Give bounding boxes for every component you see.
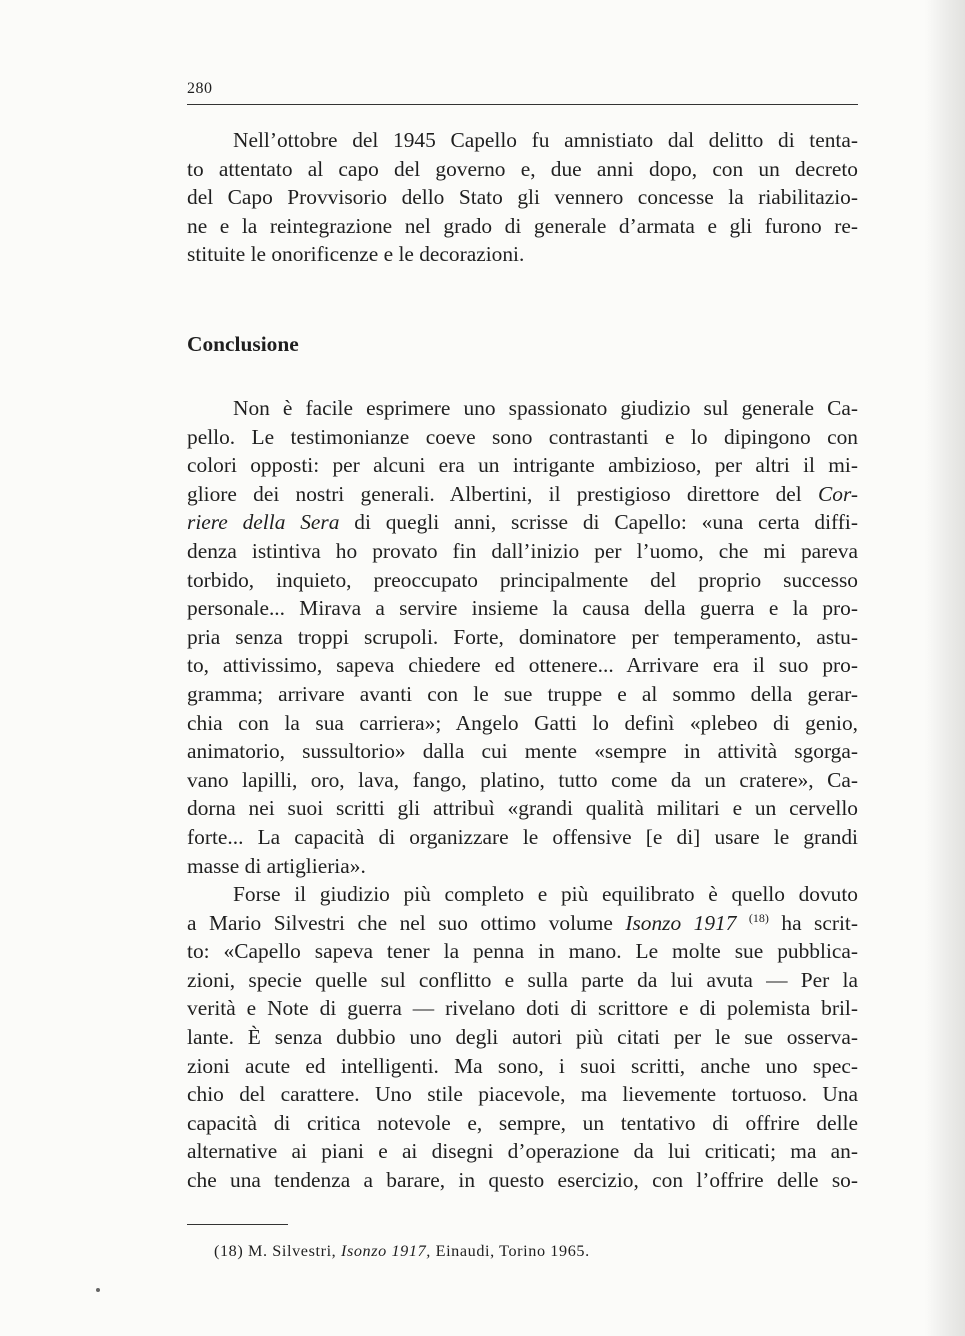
footnote-suffix: Einaudi, Torino 1965. [435, 1242, 590, 1260]
footnote-reference: (18) [748, 910, 769, 925]
text-line: verità e Note di guerra — rivelano doti di scrittore e di polemista bril- [187, 996, 858, 1021]
text-line: del Capo Provvisorio dello Stato gli vennero concesse la riabilitazio- [187, 185, 858, 210]
text-line: masse di artiglieria». [187, 853, 366, 878]
text-line [187, 508, 858, 537]
text-line: pello. Le testimonianze coeve sono contrastanti e lo dipingono con [187, 424, 858, 449]
text-line: torbido, inquieto, preoccupato principalmente del proprio successo [187, 567, 858, 592]
italic-segment: riere della Sera [187, 510, 340, 535]
text-line: Non è facile esprimere uno spassionato giudizio sul generale Ca- [233, 396, 858, 420]
footnote-prefix: (18) M. Silvestri, [214, 1242, 337, 1260]
paragraph-1 [187, 126, 858, 269]
text-segment: di quegli anni, scrisse di Capello: «una certa diffi- [354, 510, 858, 535]
text-line: pria senza troppi scrupoli. Forte, dominatore per temperamento, astu- [187, 624, 858, 649]
text-line: colori opposti: per alcuni era un intrigante ambizioso, per altri il mi- [187, 453, 858, 478]
text-line: forte... La capacità di organizzare le offensive [e di] usare le grandi [187, 824, 858, 849]
text-line: animatorio, sussultorio» dalla cui mente «sempre in attività sgorga- [187, 739, 858, 764]
text-segment: ha scrit- [781, 910, 858, 935]
text-line: ne e la reintegrazione nel grado di generale d’armata e gli furono re- [187, 213, 858, 238]
paragraph-2 [187, 394, 858, 880]
text-line [187, 909, 858, 938]
footnote [214, 1240, 590, 1262]
text-line: stituite le onorificenze e le decorazioni. [187, 242, 525, 267]
text-line: dorna nei suoi scritti gli attribuì «grandi qualità militari e un cervello [187, 796, 858, 821]
text-line: Nell’ottobre del 1945 Capello fu amnistiato dal delitto di tenta- [233, 128, 858, 152]
footnote-rule [187, 1224, 288, 1225]
text-line: denza istintiva ho provato fin dall’inizio per l’uomo, che mi pareva [187, 538, 858, 563]
text-line: alternative ai piani e ai disegni d’operazione da lui criticati; ma an- [187, 1139, 858, 1164]
italic-segment: Cor- [818, 481, 858, 506]
text-line: Forse il giudizio più completo e più equilibrato è quello dovuto [233, 882, 858, 906]
text-line: chio del carattere. Uno stile piacevole, ma lievemente tortuoso. Una [187, 1082, 858, 1107]
section-heading: Conclusione [187, 332, 299, 356]
text-line: zioni acute ed intelligenti. Ma sono, i suoi scritti, anche uno spec- [187, 1053, 858, 1078]
text-line: capacità di critica notevole e, sempre, un tentativo di offrire delle [187, 1110, 858, 1135]
italic-segment: Isonzo 1917 [625, 910, 737, 935]
text-line: lante. È senza dubbio uno degli autori più citati per le sue osserva- [187, 1024, 858, 1049]
paragraph-3 [187, 880, 858, 1195]
page-edge-shadow [925, 0, 965, 1336]
scan-speck [96, 1288, 100, 1292]
text-line: chia con la sua carriera»; Angelo Gatti lo definì «plebeo di genio, [187, 710, 858, 735]
text-line: che una tendenza a barare, in questo esercizio, con l’offrire delle so- [187, 1167, 858, 1192]
page-number: 280 [187, 80, 213, 97]
text-line [187, 480, 858, 509]
text-segment: a Mario Silvestri che nel suo ottimo volume [187, 910, 613, 935]
text-line: to: «Capello sapeva tener la penna in mano. Le molte sue pubblica- [187, 939, 858, 964]
text-line: zioni, specie quelle sul conflitto e sulla parte da lui avuta — Per la [187, 967, 858, 992]
text-line: to, attivissimo, sapeva chiedere ed ottenere... Arrivare era il suo pro- [187, 653, 858, 678]
text-line: personale... Mirava a servire insieme la causa della guerra e la pro- [187, 596, 858, 621]
header-rule [187, 104, 858, 105]
footnote-title: Isonzo 1917, [340, 1242, 431, 1260]
text-line: to attentato al capo del governo e, due anni dopo, con un decreto [187, 156, 858, 181]
text-line: gramma; arrivare avanti con le sue truppe e al sommo della gerar- [187, 681, 858, 706]
text-segment: gliore dei nostri generali. Albertini, il prestigioso direttore del [187, 481, 802, 506]
text-line: vano lapilli, oro, lava, fango, platino, tutto come da un cratere», Ca- [187, 767, 858, 792]
